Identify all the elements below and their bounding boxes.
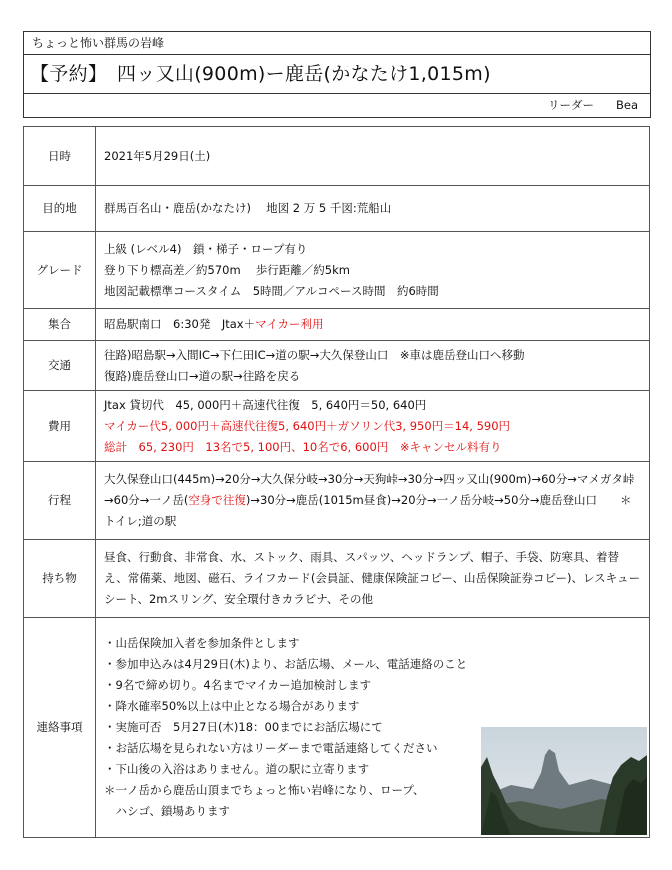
destination-label: 目的地 <box>24 186 96 232</box>
grade-line: 地図記載標準コースタイム 5時間／アルコペース時間 約6時間 <box>104 283 439 298</box>
transport-line: 復路)鹿岳登山口→道の駅→往路を戻る <box>104 368 301 383</box>
date-value: 2021年5月29日(土) <box>96 127 650 186</box>
grade-line: 上級 (レベル4) 鎖・梯子・ロープ有り <box>104 241 308 256</box>
grade-label: グレード <box>24 232 96 309</box>
destination-value: 群馬百名山・鹿岳(かなたけ) 地図 2 万 5 千図:荒船山 <box>96 186 650 232</box>
notes-value <box>96 618 650 838</box>
row-date <box>24 127 650 186</box>
itinerary-label: 行程 <box>24 462 96 540</box>
transport-line: 往路)昭島駅→入間IC→下仁田IC→道の駅→大久保登山口 ※車は鹿岳登山口へ移動 <box>104 347 525 362</box>
row-transport <box>24 341 650 391</box>
row-destination <box>24 186 650 232</box>
row-cost <box>24 391 650 462</box>
items-value: 昼食、行動食、非常食、水、ストック、雨具、スパッツ、ヘッドランプ、帽子、手袋、防寒具、着替え、常備薬、地図、磁石、ライフカード(会員証、健康保険証コピー、山岳保険証券コピー)、レスキューシート、2mスリング、安全環付きカラビナ、その他 <box>96 540 650 618</box>
meeting-car-text: マイカー利用 <box>255 317 324 331</box>
cost-line-total: 総計 65, 230円 13名で5, 100円、10名で6, 600円 ※キャンセル料有り <box>104 439 502 454</box>
note-line: ・9名で締め切り。4名までマイカー追加検討します <box>104 678 372 692</box>
itinerary-text-red: 空身で往復 <box>188 493 246 507</box>
event-header <box>23 31 651 118</box>
leader-label: リーダー <box>547 98 594 112</box>
leader-line <box>24 94 650 117</box>
note-line: ・実施可否 5月27日(木)18：00までにお話広場にて <box>104 720 383 734</box>
meeting-label: 集合 <box>24 309 96 341</box>
grade-line: 登り下り標高差／約570m 歩行距離／約5km <box>104 262 350 277</box>
note-line: ・参加申込みは4月29日(木)より、お話広場、メール、電話連絡のこと <box>104 657 468 671</box>
event-title: 【予約】 四ッ又山(900m)ー鹿岳(かなたけ1,015m) <box>24 55 650 94</box>
event-subtitle: ちょっと怖い群馬の岩峰 <box>24 32 650 55</box>
cost-label: 費用 <box>24 391 96 462</box>
transport-value <box>96 341 650 391</box>
date-label: 日時 <box>24 127 96 186</box>
itinerary-text-1: 大久保登山口(445m)→20分→大久保分岐→30分→天狗峠→30分→四ッ又山(900m)→60分→マメガタ峠→60分→一ノ岳( <box>104 472 635 507</box>
mountain-peak-photo <box>481 727 647 835</box>
note-line: ・降水確率50%以上は中止となる場合があります <box>104 699 360 713</box>
row-grade <box>24 232 650 309</box>
itinerary-value <box>96 462 650 540</box>
items-label: 持ち物 <box>24 540 96 618</box>
notes-label: 連絡事項 <box>24 618 96 838</box>
itinerary-text-2: )→30分→鹿岳(1015m昼食)→20分→一ノ岳分岐→50分→鹿岳登山口 ＊トイレ;道の駅 <box>104 493 632 528</box>
note-line: ＊一ノ岳から鹿岳山頂までちょっと怖い岩峰になり、ロープ、 <box>104 783 425 797</box>
leader-name: Bea <box>615 98 638 112</box>
row-notes <box>24 618 650 838</box>
row-itinerary <box>24 462 650 540</box>
cost-line-taxi: Jtax 貸切代 45, 000円＋高速代往復 5, 640円＝50, 640円 <box>104 397 427 412</box>
row-meeting <box>24 309 650 341</box>
transport-label: 交通 <box>24 341 96 391</box>
note-line: ・下山後の入浴はありません。道の駅に立寄ります <box>104 762 370 776</box>
cost-line-car: マイカー代5, 000円＋高速代往復5, 640円＋ガソリン代3, 950円＝14, 590円 <box>104 418 511 433</box>
event-details-table <box>23 126 650 838</box>
note-line: ハシゴ、鎖場あります <box>104 804 231 818</box>
meeting-text: 昭島駅南口 6:30発 Jtax＋ <box>104 317 256 331</box>
note-line: ・お話広場を見られない方はリーダーまで電話連絡してください <box>104 741 438 755</box>
cost-value <box>96 391 650 462</box>
meeting-value <box>96 309 650 341</box>
grade-value <box>96 232 650 309</box>
note-line: ・山岳保険加入者を参加条件とします <box>104 636 300 650</box>
row-items <box>24 540 650 618</box>
